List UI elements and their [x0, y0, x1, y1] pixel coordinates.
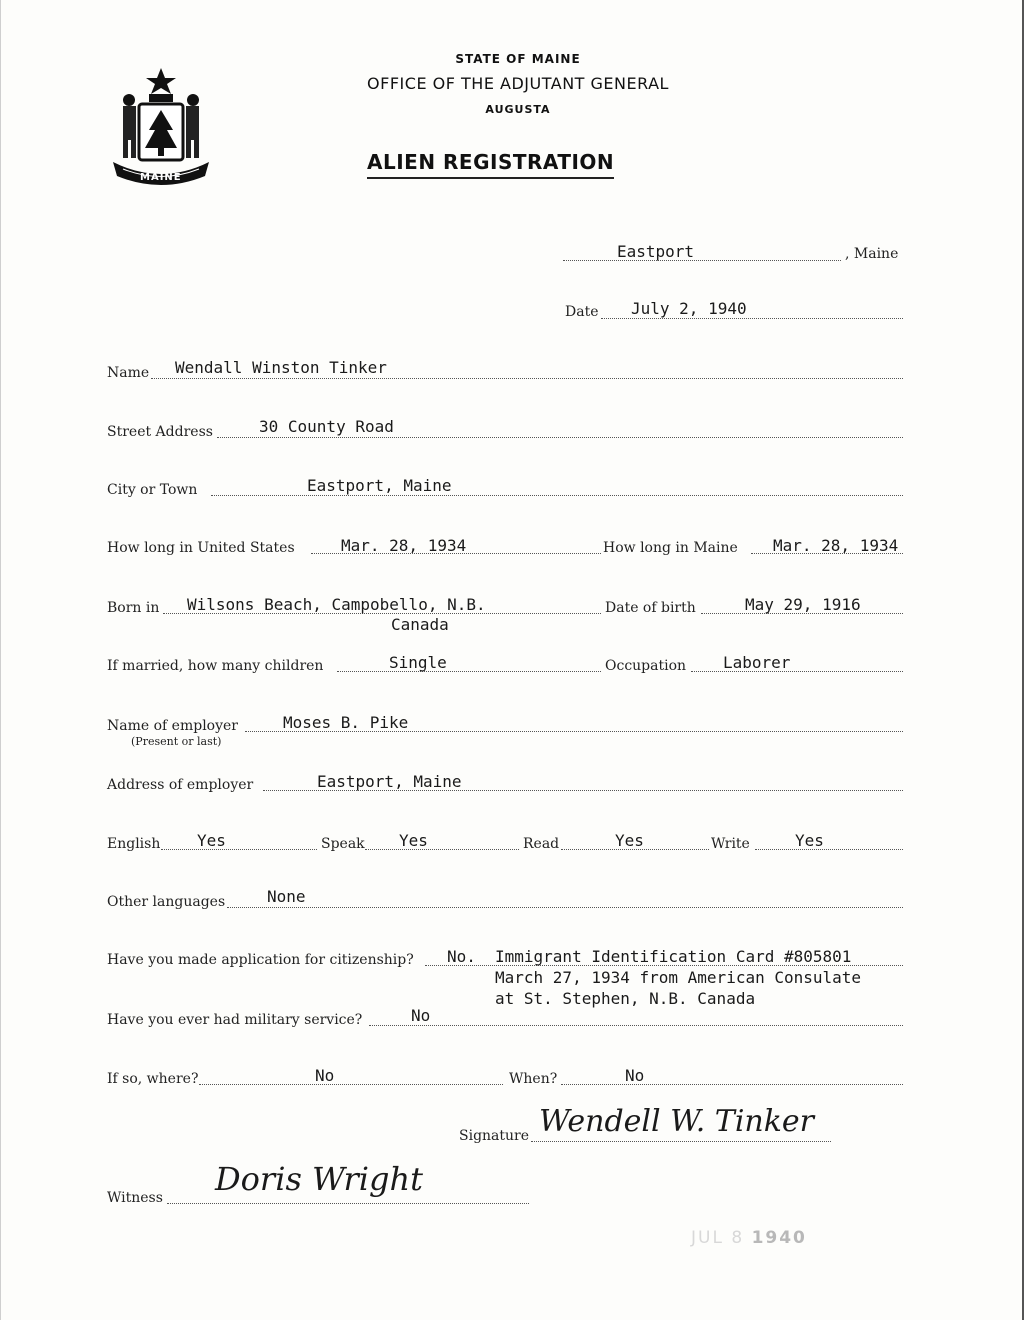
citizenship-label: Have you made application for citizenship?	[107, 952, 414, 968]
military-value: No	[411, 1006, 431, 1025]
stamp-text: JUL 8	[691, 1228, 745, 1248]
header-state: STATE OF MAINE	[455, 52, 581, 66]
us-since-value: Mar. 28, 1934	[341, 536, 467, 555]
when-value: No	[625, 1066, 645, 1085]
where-value: No	[315, 1066, 335, 1085]
place-value: Eastport	[617, 242, 695, 261]
city-label: City or Town	[107, 482, 198, 498]
born-in-value: Wilsons Beach, Campobello, N.B.	[187, 595, 486, 614]
witness-value: Doris Wright	[215, 1160, 423, 1198]
write-label: Write	[711, 836, 750, 852]
name-label: Name	[107, 365, 150, 381]
street-value: 30 County Road	[259, 417, 394, 436]
children-value: Single	[389, 653, 447, 672]
witness-label: Witness	[107, 1190, 163, 1206]
signature-label: Signature	[459, 1128, 530, 1144]
where-label: If so, where?	[107, 1071, 199, 1087]
header-city: AUGUSTA	[485, 103, 551, 116]
speak-label: Speak	[321, 836, 365, 852]
citizenship-note-line2: March 27, 1934 from American Consulate	[495, 968, 862, 987]
read-value: Yes	[615, 831, 644, 850]
employer-address-label: Address of employer	[107, 777, 254, 793]
citizenship-note-line3: at St. Stephen, N.B. Canada	[495, 989, 756, 1008]
name-value: Wendall Winston Tinker	[175, 358, 387, 377]
occupation-value: Laborer	[723, 653, 791, 672]
header-office: OFFICE OF THE ADJUTANT GENERAL	[367, 74, 669, 93]
children-label: If married, how many children	[107, 658, 324, 674]
maine-since-label: How long in Maine	[603, 540, 738, 556]
citizenship-value: No.	[447, 947, 476, 966]
citizenship-note-line1: Immigrant Identification Card #805801	[495, 947, 852, 966]
when-label: When?	[509, 1071, 558, 1087]
occupation-label: Occupation	[605, 658, 687, 674]
us-since-label: How long in United States	[107, 540, 295, 556]
employer-sublabel: (Present or last)	[131, 735, 222, 748]
english-label: English	[107, 836, 161, 852]
speak-value: Yes	[399, 831, 428, 850]
seal-text: MAINE	[140, 172, 182, 183]
other-languages-value: None	[267, 887, 306, 906]
born-in-label: Born in	[107, 600, 160, 616]
dob-label: Date of birth	[605, 600, 696, 616]
employer-address-value: Eastport, Maine	[317, 772, 462, 791]
city-value: Eastport, Maine	[307, 476, 452, 495]
english-value: Yes	[197, 831, 226, 850]
other-languages-label: Other languages	[107, 894, 226, 910]
military-label: Have you ever had military service?	[107, 1012, 363, 1028]
received-stamp	[691, 1228, 807, 1248]
maine-since-value: Mar. 28, 1934	[773, 536, 899, 555]
date-value: July 2, 1940	[631, 299, 747, 318]
employer-value: Moses B. Pike	[283, 713, 409, 732]
date-label: Date	[565, 304, 599, 320]
signature-value: Wendell W. Tinker	[539, 1104, 815, 1139]
street-label: Street Address	[107, 424, 213, 440]
dob-value: May 29, 1916	[745, 595, 861, 614]
write-value: Yes	[795, 831, 824, 850]
employer-label: Name of employer	[107, 718, 238, 734]
born-in-value-line2: Canada	[391, 615, 449, 634]
form-title: ALIEN REGISTRATION	[367, 150, 614, 179]
read-label: Read	[523, 836, 560, 852]
place-suffix: , Maine	[845, 246, 899, 262]
stamp-year: 1940	[751, 1228, 807, 1248]
